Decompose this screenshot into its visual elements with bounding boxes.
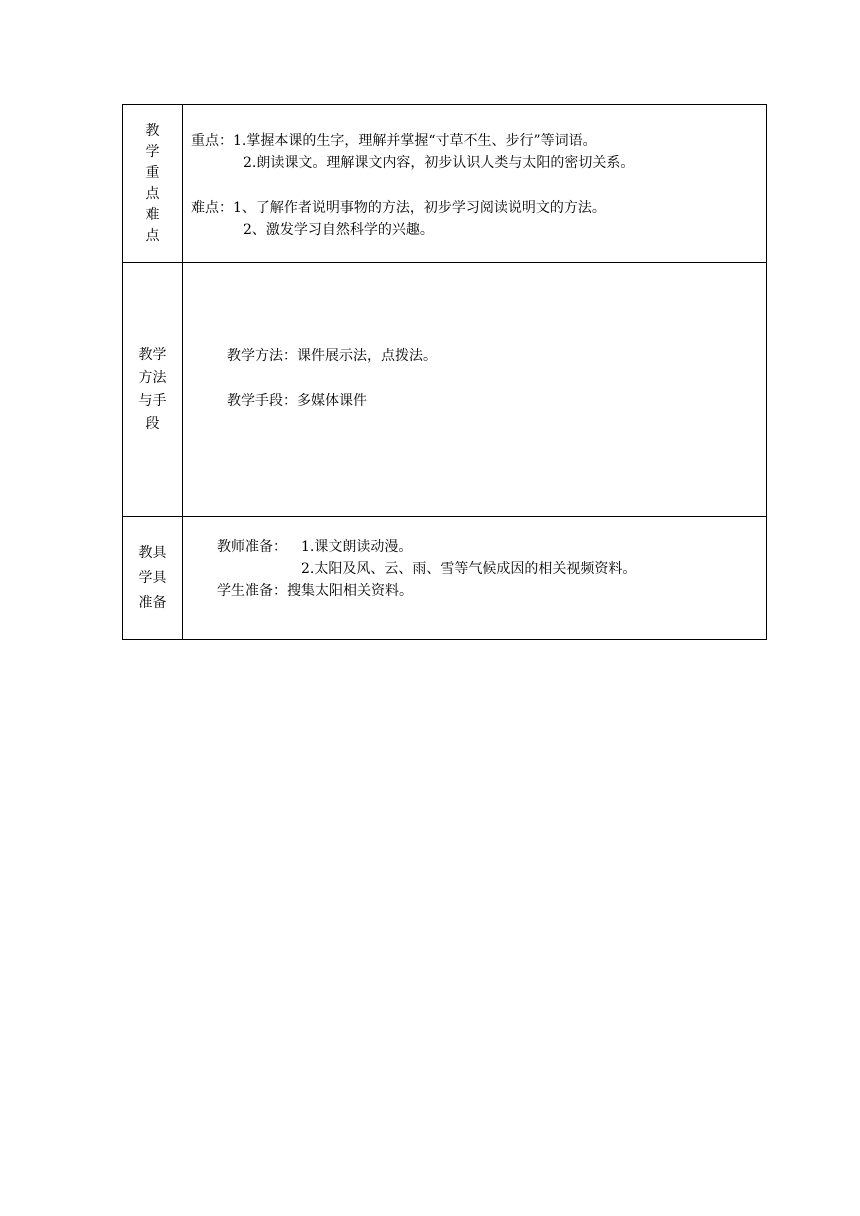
table-row-tools	[123, 517, 767, 640]
label-line: 教	[145, 122, 160, 139]
label-cell-focus	[123, 105, 183, 263]
label-cell-methods	[123, 263, 183, 517]
label-cell-tools	[123, 517, 183, 640]
teacher-prep-prefix: 教师准备：	[217, 539, 287, 555]
label-line: 学	[145, 143, 160, 160]
label-line: 重	[145, 164, 160, 181]
content-cell-tools	[183, 517, 767, 640]
table-row-methods	[123, 263, 767, 517]
key-point-2: 2.朗读课文。理解课文内容，初步认识人类与太阳的密切关系。	[243, 155, 635, 171]
label-line: 点	[145, 227, 160, 244]
label-line: 段	[145, 415, 160, 432]
content-cell-focus	[183, 105, 767, 263]
label-line: 学具	[138, 569, 167, 586]
label-line: 教学	[138, 346, 167, 363]
label-line: 准备	[138, 594, 167, 611]
teacher-prep-2: 2.太阳及风、云、雨、雪等气候成因的相关视频资料。	[301, 561, 637, 577]
label-line: 教具	[138, 544, 167, 561]
difficult-prefix: 难点：	[191, 200, 233, 216]
content-cell-methods	[183, 263, 767, 517]
student-prep: 学生准备：搜集太阳相关资料。	[217, 583, 413, 599]
label-line: 难	[145, 206, 160, 223]
teaching-means: 教学手段：多媒体课件	[227, 393, 367, 409]
difficult-point-2: 2、激发学习自然科学的兴趣。	[243, 222, 434, 238]
label-line: 方法	[138, 369, 167, 386]
difficult-point-1: 1、了解作者说明事物的方法，初步学习阅读说明文的方法。	[233, 200, 606, 216]
key-point-1: 1.掌握本课的生字，理解并掌握“寸草不生、步行”等词语。	[233, 133, 597, 149]
teaching-method: 教学方法：课件展示法，点拨法。	[227, 348, 437, 364]
teacher-prep-1: 1.课文朗读动漫。	[301, 539, 413, 555]
table-row-focus	[123, 105, 767, 263]
lesson-plan-table	[122, 104, 767, 640]
key-points-prefix: 重点：	[191, 133, 233, 149]
label-line: 与手	[138, 392, 167, 409]
label-line: 点	[145, 185, 160, 202]
